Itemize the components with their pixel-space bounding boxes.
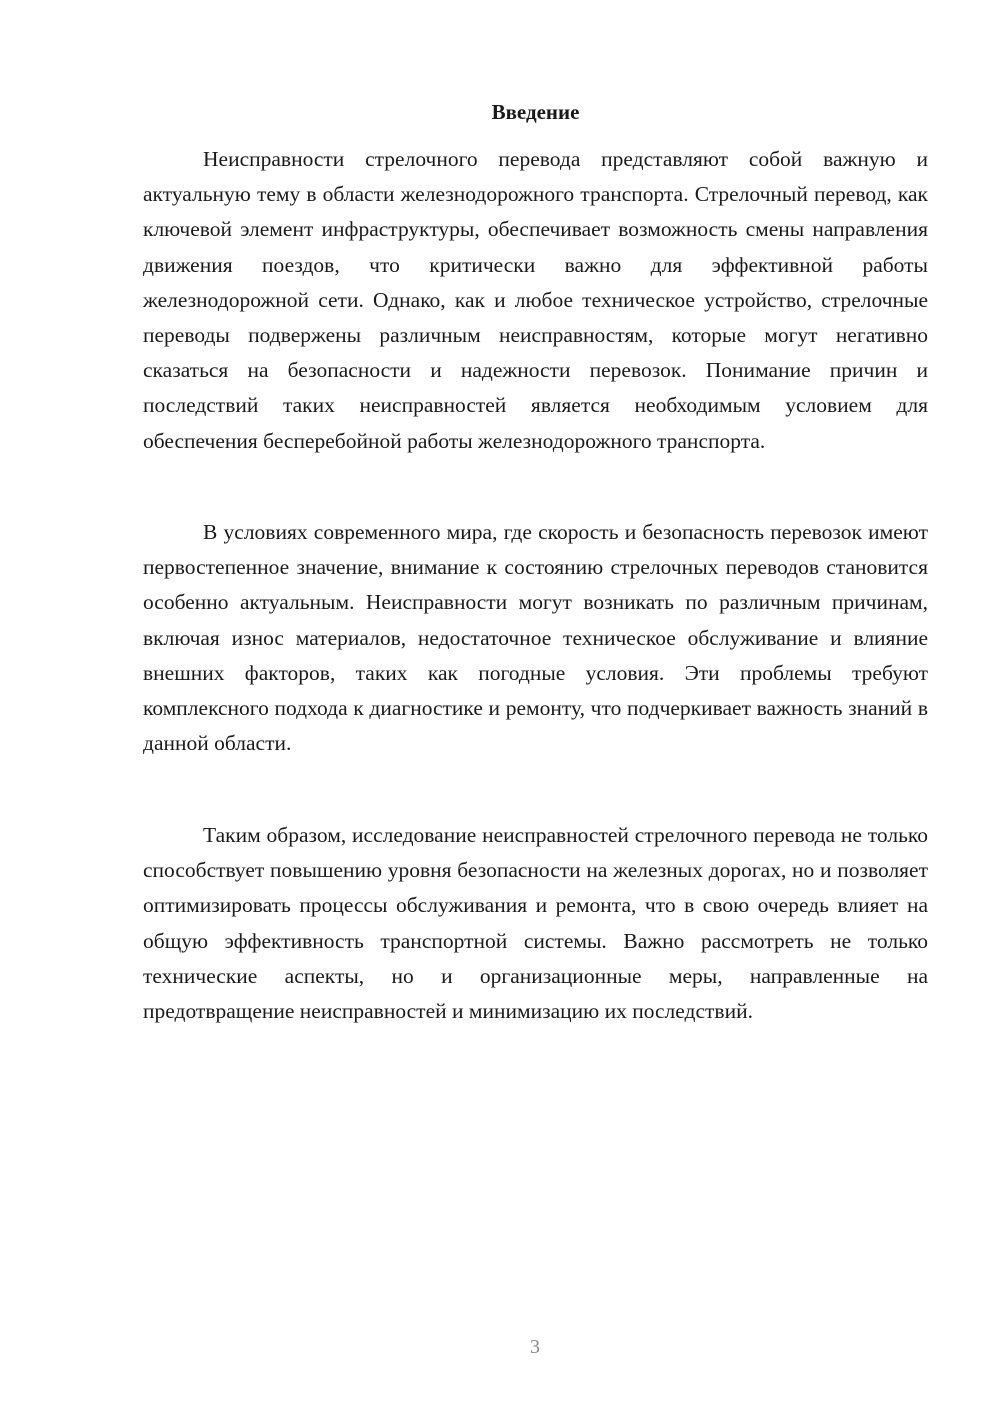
section-title: Введение (491, 100, 580, 124)
paragraph-1: Неисправности стрелочного перевода представляют собой важную и актуальную тему в области железнодорожного транспорта. Стрелочный перевод, как ключевой элемент инфраструктуры, обеспечивает возможность смены направления движения поездов, что критически важно для эффективной работы железнодорожной сети. Однако, как и любое техническое устройство, стрелочные переводы подвержены различным неисправностям, которые могут негативно сказаться на безопасности и надежности перевозок. Понимание причин и последствий таких неисправностей является необходимым условием для обеспечения бесперебойной работы железнодорожного транспорта. (143, 147, 928, 453)
paragraph-3: Таким образом, исследование неисправностей стрелочного перевода не только способствует повышению уровня безопасности на железных дорогах, но и позволяет оптимизировать процессы обслуживания и ремонта, что в свою очередь влияет на общую эффективность транспортной системы. Важно рассмотреть не только технические аспекты, но и организационные меры, направленные на предотвращение неисправностей и минимизацию их последствий. (143, 823, 928, 1024)
paragraph-2: В условиях современного мира, где скорость и безопасность перевозок имеют первостепенное значение, внимание к состоянию стрелочных переводов становится особенно актуальным. Неисправности могут возникать по различным причинам, включая износ материалов, недостаточное техническое обслуживание и влияние внешних факторов, таких как погодные условия. Эти проблемы требуют комплексного подхода к диагностике и ремонту, что подчеркивает важность знаний в данной области. (143, 520, 928, 756)
page-number: 3 (530, 1336, 540, 1358)
